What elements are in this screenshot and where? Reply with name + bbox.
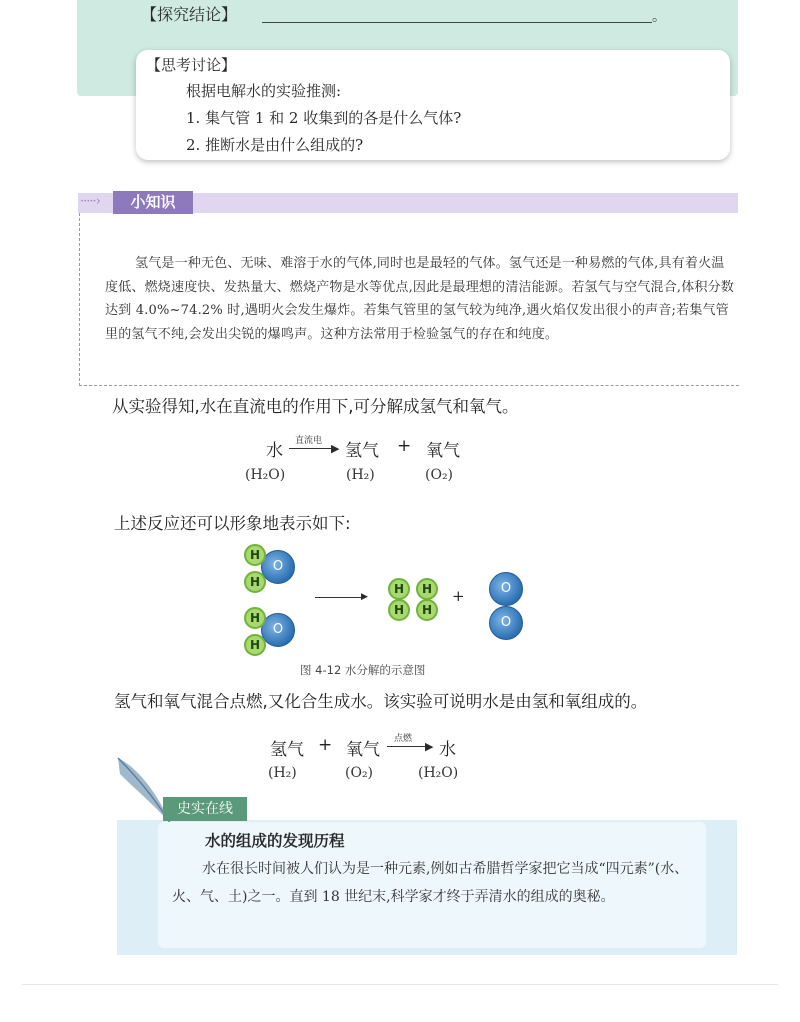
think-question-1: 1. 集气管 1 和 2 收集到的各是什么气体? <box>186 109 462 127</box>
hydrogen-atom: H <box>244 544 266 566</box>
eq2-arrow <box>387 746 427 747</box>
figure-plus: + <box>452 587 465 605</box>
figure-arrow-head-icon: ▶ <box>361 592 368 602</box>
eq2-formula-reactant-2: (O₂) <box>345 765 374 781</box>
conclusion-label: 【探究结论】 <box>141 5 238 24</box>
figure-arrow <box>315 597 365 598</box>
eq1-formula-product-1: (H₂) <box>346 467 375 483</box>
body-line-2: 上述反应还可以形象地表示如下: <box>114 514 351 533</box>
hydrogen-atom: H <box>244 607 266 629</box>
eq1-product-1: 氢气 <box>345 441 379 461</box>
history-title: 水的组成的发现历程 <box>205 832 345 850</box>
eq2-reactant-2: 氧气 <box>346 740 380 760</box>
eq1-plus: + <box>397 436 412 456</box>
oxygen-atom: O <box>261 613 295 647</box>
hydrogen-atom: H <box>388 578 410 600</box>
eq1-reactant: 水 <box>266 441 283 461</box>
eq1-formula-reactant: (H₂O) <box>245 467 286 483</box>
eq2-arrow-head-icon: ▶ <box>425 740 434 753</box>
eq1-condition: 直流电 <box>295 436 323 446</box>
knowledge-title: 小知识 <box>113 191 193 214</box>
oxygen-atom: O <box>489 606 523 640</box>
oxygen-atom: O <box>261 550 295 584</box>
eq1-product-2: 氧气 <box>426 441 460 461</box>
knowledge-arrow-icon: ·····› <box>80 194 100 209</box>
history-tab: 史实在线 <box>163 797 247 821</box>
eq1-arrow <box>289 448 333 449</box>
knowledge-text: 氢气是一种无色、无味、难溶于水的气体,同时也是最轻的气体。氢气还是一种易燃的气体,具有着火温度低、燃烧速度快、发热量大、燃烧产物是水等优点,因此是最理想的清洁能源。若氢气与空气混合,体积分数达到 4.0%~74.2% 时,遇明火会发生爆炸。若集气管里的氢气较为纯净,遇火焰仅发出很小的声音;若集气管里的氢气不纯,会发出尖锐的爆鸣声。这种方法常用于检验氢气的存在和纯度。 <box>105 256 735 342</box>
hydrogen-atom: H <box>244 634 266 656</box>
eq1-formula-product-2: (O₂) <box>425 467 454 483</box>
think-question-2: 2. 推断水是由什么组成的? <box>186 136 364 154</box>
hydrogen-atom: H <box>244 571 266 593</box>
hydrogen-atom: H <box>416 578 438 600</box>
oxygen-atom: O <box>489 572 523 606</box>
eq2-formula-reactant-1: (H₂) <box>268 765 297 781</box>
history-paragraph <box>172 855 692 911</box>
conclusion-answer-line <box>262 22 652 23</box>
body-line-1: 从实验得知,水在直流电的作用下,可分解成氢气和氧气。 <box>112 397 519 416</box>
eq2-product: 水 <box>439 740 456 760</box>
hydrogen-atom: H <box>416 599 438 621</box>
eq2-reactant-1: 氢气 <box>270 740 304 760</box>
eq2-formula-product: (H₂O) <box>418 765 459 781</box>
think-intro: 根据电解水的实验推测: <box>186 82 342 100</box>
figure-caption: 图 4-12 水分解的示意图 <box>300 663 426 677</box>
page-bottom-divider <box>22 984 778 985</box>
conclusion-end-mark: 。 <box>652 9 666 25</box>
eq2-condition: 点燃 <box>394 734 413 744</box>
hydrogen-atom: H <box>388 599 410 621</box>
knowledge-paragraph <box>105 252 735 346</box>
think-title: 【思考讨论】 <box>146 56 237 74</box>
history-text: 水在很长时间被人们认为是一种元素,例如古希腊哲学家把它当成“四元素”(水、火、气、土)之一。直到 18 世纪末,科学家才终于弄清水的组成的奥秘。 <box>172 861 689 905</box>
body-line-3: 氢气和氧气混合点燃,又化合生成水。该实验可说明水是由氢和氧组成的。 <box>114 692 648 711</box>
eq2-plus: + <box>318 735 333 755</box>
eq1-arrow-head-icon: ▶ <box>331 442 340 455</box>
